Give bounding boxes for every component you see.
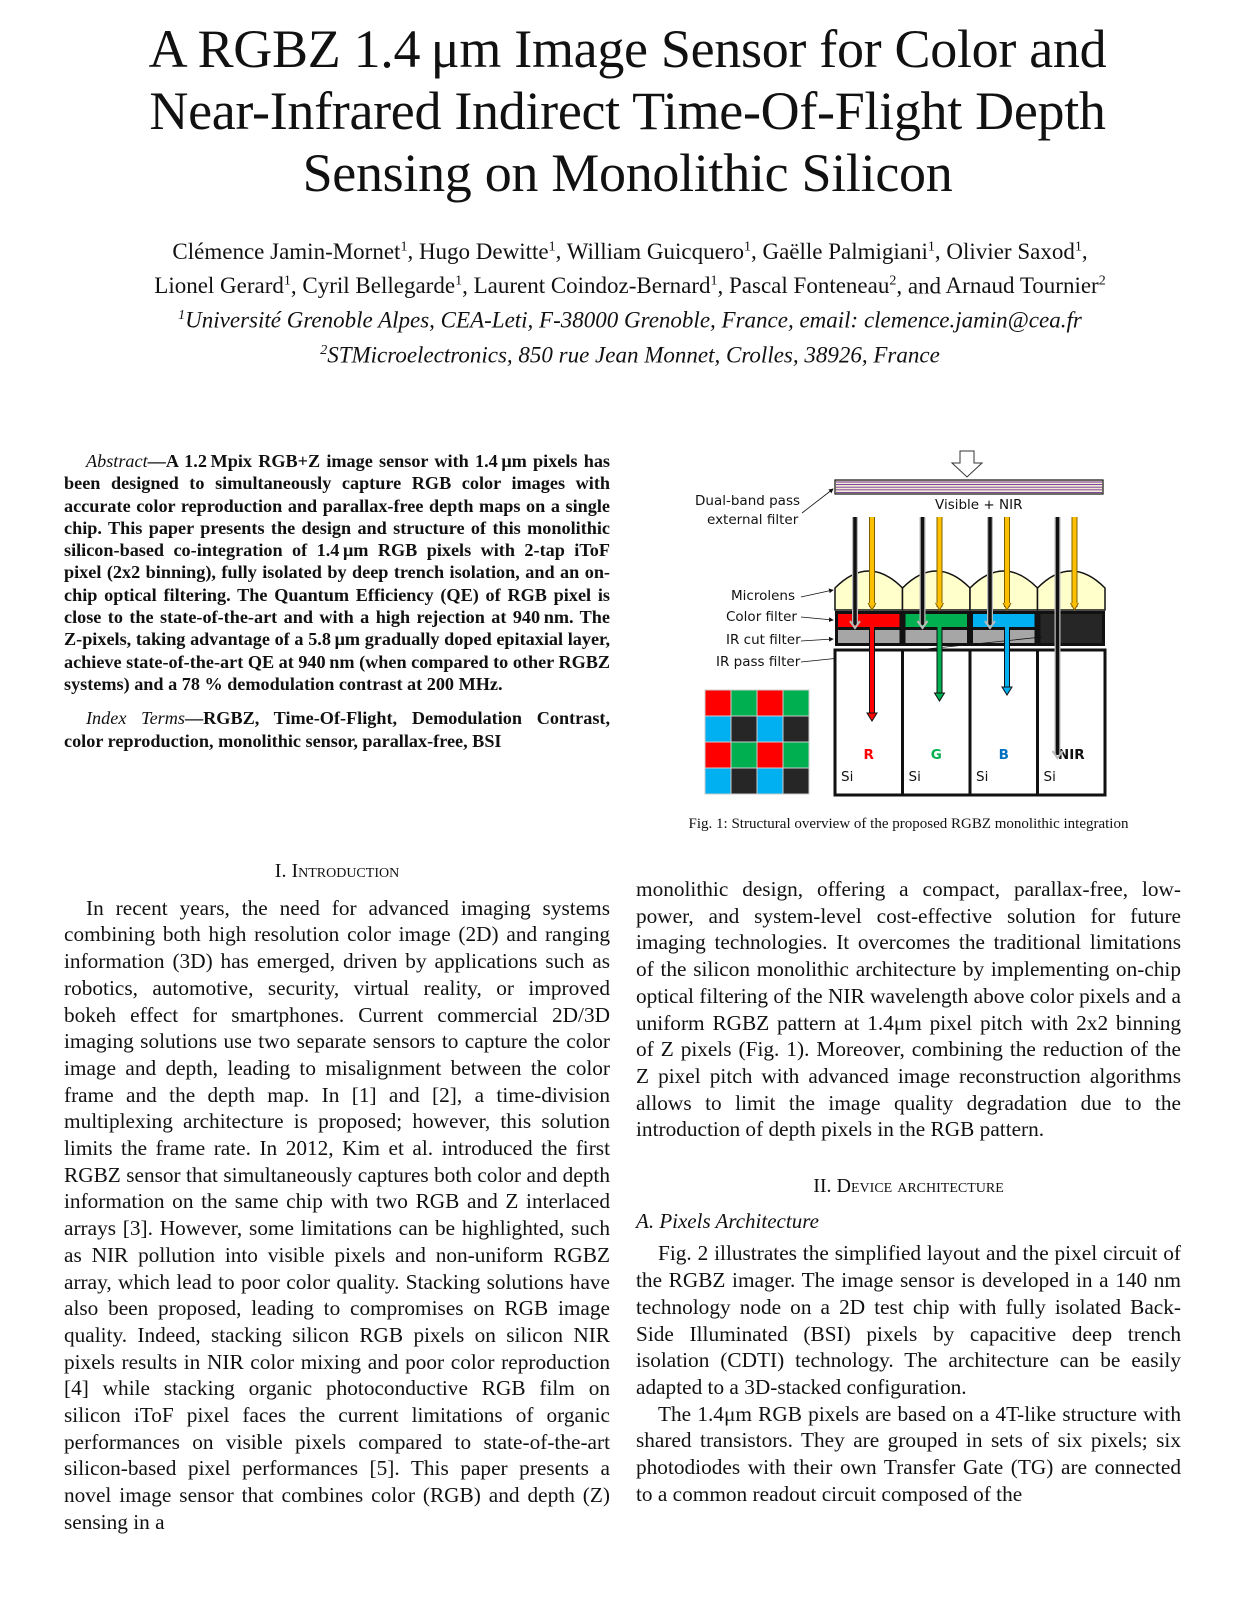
ir-cut-label: IR cut filter xyxy=(726,632,801,648)
body-paragraph: The 1.4μm RGB pixels are based on a 4T-like structure with shared transistors. They are grouped in sets of six pixels; six photodiodes with their own Transfer Gate (TG) are connected to a common readout circuit composed of the xyxy=(636,1401,1181,1506)
title-line: Sensing on Monolithic Silicon xyxy=(302,143,953,203)
leader-line xyxy=(801,617,833,620)
affiliation-marker: 1 xyxy=(283,273,291,289)
silicon-label: Si xyxy=(908,769,921,785)
affiliation-marker: 1 xyxy=(710,273,718,289)
right-column-text xyxy=(636,876,1181,1507)
mosaic-cell-g xyxy=(731,690,757,716)
section-heading-introduction: I. Introduction xyxy=(274,860,400,882)
author-name: Pascal Fonteneau$^2$ xyxy=(729,273,897,299)
mosaic-cell-r xyxy=(705,690,731,716)
affiliation-marker: 1 xyxy=(743,239,751,254)
mosaic-cell-b xyxy=(757,768,783,794)
pixel-label-r: R xyxy=(863,747,874,763)
visible-nir-label: Visible + NIR xyxy=(935,497,1023,513)
mosaic-cell-z xyxy=(731,768,757,794)
color-filter-cell xyxy=(973,614,1035,627)
mosaic-cell-g xyxy=(783,742,809,768)
silicon-label: Si xyxy=(1043,769,1056,785)
abstract xyxy=(64,450,610,752)
dual-band-label: Dual-band pass xyxy=(695,493,801,509)
author-list: Clémence Jamin-Mornet$^1$, Hugo Dewitte$^1$, William Guicquero$^1$, Gaëlle Palmigiani$^1$, Olivier Saxod$^1$, Lionel Gerard$^1$, Cyril Bellegarde$^1$, Laurent Coindoz-Bernard$^1$, Pascal Fonteneau$^2$, and Arnaud Tournier$^2$ xyxy=(154,238,1106,299)
author-name: Gaëlle Palmigiani$^1$ xyxy=(762,238,935,264)
ir-cut-filter-cell xyxy=(906,630,968,643)
mosaic-cell-r xyxy=(705,742,731,768)
body-paragraph: In recent years, the need for advanced imaging systems combining both high resolution color image (2D) and ranging information (3D) has emerged, driven by applications such as robotics, automotive, security, virtual reality, or improved bokeh effect for smartphones. Current commercial 2D/3D imaging solutions use two separate sensors to capture the color image and depth, leading to misalignment between the color frame and the depth map. In [1] and [2], a time-division multiplexing architecture is proposed; however, this solution limits the frame rate. In 2012, Kim et al. introduced the first RGBZ sensor that simultaneously captures both color and depth information on the same chip with two RGB and Z interlaced arrays [3]. However, some limitations can be highlighted, such as NIR pollution into visible pixels and non-uniform RGBZ array, which lead to poor color quality. Stacking solutions have also been proposed, leading to compromises on RGB image quality. Indeed, stacking silicon RGB pixels on silicon NIR pixels results in NIR color mixing and poor color reproduction [4] while stacking organic photoconductive RGB film on silicon iToF pixel faces the current limitations of organic performances on visible pixels compared to state-of-the-art silicon-based pixel performances [5]. This paper presents a novel image sensor that combines color (RGB) and depth (Z) sensing in a xyxy=(64,895,610,1534)
silicon-label: Si xyxy=(976,769,989,785)
body-paragraph: monolithic design, offering a compact, parallax-free, low-power, and system-level cost-effective solution for future imaging technologies. It overcomes the traditional limitations of the silicon monolithic architecture by implementing on-chip optical filtering of the NIR wavelength above color pixels and a uniform RGBZ pattern at 1.4μm pixel pitch with 2x2 binning of Z pixels (Fig. 1). Moreover, combining the reduction of the Z pixel pitch with advanced image reconstruction algorithms allows to limit the image quality degradation due to the introduction of depth pixels in the RGB pattern. xyxy=(636,877,1181,1142)
external-filter-label: external filter xyxy=(707,512,799,528)
leader-line xyxy=(801,590,833,597)
ir-cut-filter-cell xyxy=(838,630,900,643)
introduction-section xyxy=(64,858,610,1536)
affiliation-marker: 1 xyxy=(548,239,556,254)
affiliation-marker: 1 xyxy=(455,273,463,289)
color-filter-label: Color filter xyxy=(726,609,797,625)
author-name: Clémence Jamin-Mornet$^1$ xyxy=(172,238,408,264)
affiliation-marker: 1 xyxy=(927,239,935,254)
mosaic-cell-z xyxy=(783,768,809,794)
ir-pass-label: IR pass filter xyxy=(716,654,801,670)
color-filter-cell xyxy=(1041,614,1103,627)
author-name: William Guicquero$^1$ xyxy=(566,238,751,264)
section-heading-device-architecture: II. Device architecture xyxy=(813,1175,1004,1198)
mosaic-cell-g xyxy=(731,742,757,768)
rgbz-structure-diagram xyxy=(690,445,1120,805)
mosaic-cell-b xyxy=(705,768,731,794)
pixel-label-nir: NIR xyxy=(1057,747,1085,763)
mosaic-cell-r xyxy=(757,690,783,716)
color-filter-cell xyxy=(906,614,968,627)
author-name: Laurent Coindoz-Bernard$^1$ xyxy=(473,273,718,299)
index-terms: Index Terms—RGBZ, Time-Of-Flight, Demodulation Contrast, color reproduction, monolithic sensor, parallax-free, BSI xyxy=(64,708,611,751)
mosaic-cell-z xyxy=(731,716,757,742)
author-name: Arnaud Tournier$^2$ xyxy=(945,273,1106,299)
author-block xyxy=(60,232,1200,371)
affiliation-marker: 1 xyxy=(1074,239,1082,254)
mosaic-cell-r xyxy=(757,742,783,768)
mosaic-cell-b xyxy=(757,716,783,742)
ir-pass-filter-cell xyxy=(1041,627,1103,643)
subsection-heading: A. Pixels Architecture xyxy=(636,1208,819,1233)
figure-1-caption: Fig. 1: Structural overview of the proposed RGBZ monolithic integration xyxy=(688,816,1129,832)
author-name: Hugo Dewitte$^1$ xyxy=(418,238,556,264)
color-filter-cell xyxy=(838,614,900,627)
incoming-light-arrow-icon xyxy=(952,451,982,477)
abstract-paragraph: Abstract—A 1.2 Mpix RGB+Z image sensor with 1.4 μm pixels has been designed to simultaneously capture RGB color images with accurate color reproduction and parallax-free depth maps on a single chip. This paper presents the design and structure of this monolithic silicon-based co-integration of 1.4 μm RGB pixels with 2-tap iToF pixel (2x2 binning), fully isolated by deep trench isolation, and an on-chip optical filtering. The Quantum Efficiency (QE) of RGB pixel is close to the state-of-the-art and with a high rejection at 940 nm. The Z-pixels, taking advantage of a 5.8 μm gradually doped epitaxial layer, achieve state-of-the-art QE at 940 nm (when compared to other RGBZ systems) and a 78 % demodulation contrast at 200 MHz. xyxy=(64,451,610,694)
silicon-label: Si xyxy=(841,769,854,785)
title-line: A RGBZ 1.4 μm Image Sensor for Color and xyxy=(148,19,1107,79)
author-name: Lionel Gerard$^1$ xyxy=(154,273,291,299)
affiliation-marker: 1 xyxy=(400,239,408,254)
affiliation-1: $^1$Université Grenoble Alpes, CEA-Leti, F-38000 Grenoble, France, email: clemence.jamin@cea.fr xyxy=(178,307,1082,333)
paper-title xyxy=(60,18,1195,204)
title-line: Near-Infrared Indirect Time-Of-Flight Depth xyxy=(149,81,1106,141)
affiliation-marker: 2 xyxy=(1098,273,1106,289)
leader-line xyxy=(801,639,833,641)
pixel-label-b: B xyxy=(998,747,1009,763)
affiliation-marker: 2 xyxy=(889,273,897,289)
pixel-label-g: G xyxy=(930,747,942,763)
author-name: Olivier Saxod$^1$ xyxy=(946,238,1082,264)
microlens-label: Microlens xyxy=(731,588,795,604)
leader-line xyxy=(802,489,833,513)
body-paragraph: Fig. 2 illustrates the simplified layout and the pixel circuit of the RGBZ imager. The image sensor is developed in a 140 nm technology node on a 2D test chip with fully isolated Back-Side Illuminated (BSI) pixels by capacitive deep trench isolation (CDTI) technology. The architecture can be easily adapted to a 3D-stacked configuration. xyxy=(636,1241,1181,1399)
mosaic-cell-z xyxy=(783,716,809,742)
figure-1 xyxy=(690,445,1120,805)
author-name: Cyril Bellegarde$^1$ xyxy=(302,273,463,299)
mosaic-cell-b xyxy=(705,716,731,742)
mosaic-cell-g xyxy=(783,690,809,716)
affiliation-2: $^2$STMicroelectronics, 850 rue Jean Monnet, Crolles, 38926, France xyxy=(320,342,940,368)
